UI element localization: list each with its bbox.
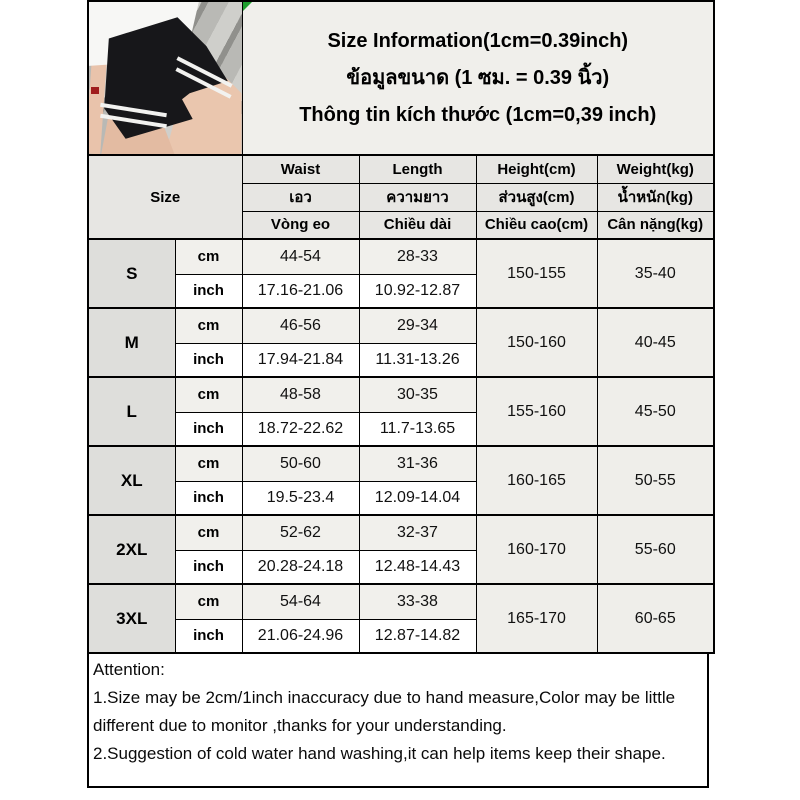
title-block (243, 23, 714, 134)
unit-inch: inch (175, 550, 242, 584)
weight-xl: 50-55 (597, 446, 714, 515)
table-row (88, 308, 714, 343)
length-cm-xl: 31-36 (359, 446, 476, 481)
size-label-xl: XL (88, 446, 175, 515)
weight-3xl: 60-65 (597, 584, 714, 653)
col-header-weight-th: น้ำหนัก(kg) (597, 183, 714, 211)
unit-inch: inch (175, 481, 242, 515)
size-label-3xl: 3XL (88, 584, 175, 653)
unit-cm: cm (175, 515, 242, 550)
unit-inch: inch (175, 619, 242, 653)
waist-inch-2xl: 20.28-24.18 (242, 550, 359, 584)
col-header-weight-en: Weight(kg) (597, 155, 714, 183)
weight-2xl: 55-60 (597, 515, 714, 584)
length-cm-m: 29-34 (359, 308, 476, 343)
waist-inch-s: 17.16-21.06 (242, 274, 359, 308)
waist-inch-l: 18.72-22.62 (242, 412, 359, 446)
weight-s: 35-40 (597, 239, 714, 308)
height-m: 150-160 (476, 308, 597, 377)
unit-inch: inch (175, 412, 242, 446)
unit-inch: inch (175, 343, 242, 377)
title-thai: ข้อมูลขนาด (1 ซม. = 0.39 นิ้ว) (346, 66, 610, 89)
waist-cm-s: 44-54 (242, 239, 359, 274)
col-header-length-en: Length (359, 155, 476, 183)
col-header-length-vi: Chiều dài (359, 211, 476, 239)
attention-heading: Attention: (93, 660, 165, 679)
length-inch-s: 10.92-12.87 (359, 274, 476, 308)
col-header-waist-th: เอว (242, 183, 359, 211)
height-l: 155-160 (476, 377, 597, 446)
length-inch-3xl: 12.87-14.82 (359, 619, 476, 653)
length-inch-l: 11.7-13.65 (359, 412, 476, 446)
attention-line: different due to monitor ,thanks for your understanding. (93, 716, 507, 735)
size-chart-content (87, 0, 713, 788)
waist-cm-m: 46-56 (242, 308, 359, 343)
col-header-length-th: ความยาว (359, 183, 476, 211)
attention-line: 2.Suggestion of cold water hand washing,it can help items keep their shape. (93, 744, 666, 763)
cell-corner-marker-icon (243, 2, 252, 11)
waist-cm-l: 48-58 (242, 377, 359, 412)
size-label-2xl: 2XL (88, 515, 175, 584)
table-row (88, 515, 714, 550)
length-cm-3xl: 33-38 (359, 584, 476, 619)
length-cm-l: 30-35 (359, 377, 476, 412)
waist-inch-xl: 19.5-23.4 (242, 481, 359, 515)
unit-inch: inch (175, 274, 242, 308)
height-xl: 160-165 (476, 446, 597, 515)
height-s: 150-155 (476, 239, 597, 308)
waist-cm-2xl: 52-62 (242, 515, 359, 550)
unit-cm: cm (175, 377, 242, 412)
length-cm-2xl: 32-37 (359, 515, 476, 550)
length-cm-s: 28-33 (359, 239, 476, 274)
waist-cm-xl: 50-60 (242, 446, 359, 481)
table-row (88, 377, 714, 412)
col-header-height-th: ส่วนสูง(cm) (476, 183, 597, 211)
size-label-l: L (88, 377, 175, 446)
height-3xl: 165-170 (476, 584, 597, 653)
length-inch-m: 11.31-13.26 (359, 343, 476, 377)
waist-inch-m: 17.94-21.84 (242, 343, 359, 377)
waist-inch-3xl: 21.06-24.96 (242, 619, 359, 653)
table-row (88, 239, 714, 274)
product-photo-cell (88, 1, 242, 155)
product-photo (89, 2, 242, 154)
unit-cm: cm (175, 584, 242, 619)
weight-l: 45-50 (597, 377, 714, 446)
col-header-height-en: Height(cm) (476, 155, 597, 183)
unit-cm: cm (175, 239, 242, 274)
attention-line: 1.Size may be 2cm/1inch inaccuracy due to hand measure,Color may be little (93, 688, 676, 707)
col-header-height-vi: Chiều cao(cm) (476, 211, 597, 239)
size-header-cell: Size (88, 155, 242, 239)
header-row-english (88, 155, 714, 183)
red-bracelet (91, 87, 99, 94)
table-row (88, 446, 714, 481)
size-label-s: S (88, 239, 175, 308)
col-header-waist-vi: Vòng eo (242, 211, 359, 239)
title-row (88, 1, 714, 155)
table-row (88, 584, 714, 619)
waist-cm-3xl: 54-64 (242, 584, 359, 619)
size-table (87, 0, 715, 654)
length-inch-xl: 12.09-14.04 (359, 481, 476, 515)
col-header-waist-en: Waist (242, 155, 359, 183)
title-cell (242, 1, 714, 155)
attention-note (87, 652, 709, 788)
unit-cm: cm (175, 308, 242, 343)
length-inch-2xl: 12.48-14.43 (359, 550, 476, 584)
size-label-m: M (88, 308, 175, 377)
title-english: Size Information(1cm=0.39inch) (327, 29, 629, 52)
col-header-weight-vi: Cân nặng(kg) (597, 211, 714, 239)
title-vietnamese: Thông tin kích thước (1cm=0,39 inch) (299, 103, 657, 126)
height-2xl: 160-170 (476, 515, 597, 584)
weight-m: 40-45 (597, 308, 714, 377)
unit-cm: cm (175, 446, 242, 481)
